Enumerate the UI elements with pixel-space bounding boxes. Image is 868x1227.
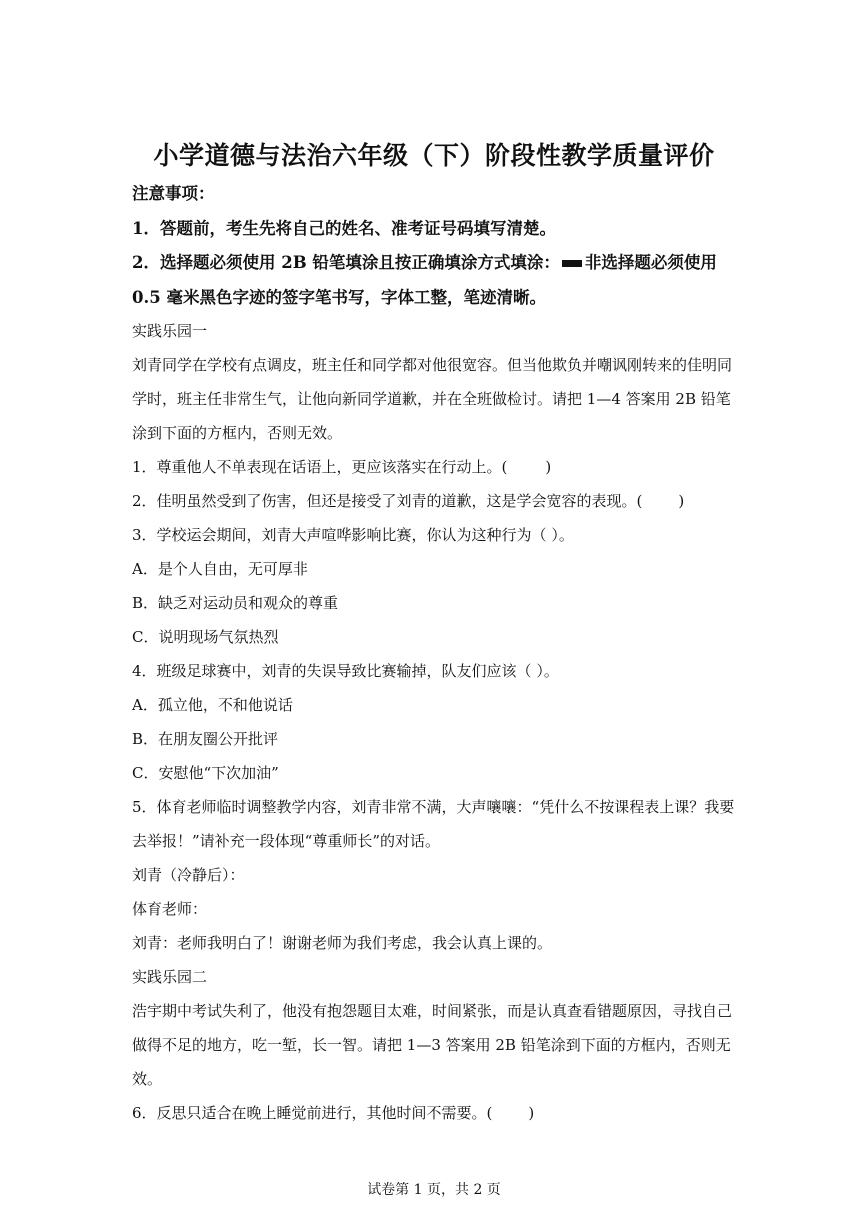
question-3-option-a: A．是个人自由，无可厚非 [132,560,308,578]
section-2-passage-line: 做得不足的地方，吃一堑，长一智。请把 1—3 答案用 2B 铅笔涂到下面的方框内，否则无 [132,1036,731,1054]
filled-bubble-sample-icon [562,260,582,267]
notice-item-2 [132,249,717,273]
page-footer: 试卷第 1 页，共 2 页 [367,1182,501,1198]
notice-heading: 注意事项： [132,184,215,203]
question-5-line: 去举报！”请补充一段体现“尊重师长”的对话。 [132,832,441,850]
question-6-close-paren: ) [528,1104,535,1122]
question-3-option-c: C．说明现场气氛热烈 [132,628,279,646]
question-6 [132,1102,534,1123]
section-1-passage-line: 涂到下面的方框内，否则无效。 [132,424,343,442]
question-4-option-b: B．在朋友圈公开批评 [132,730,279,748]
notice-item-2-part-a: 2．选择题必须使用 2B 铅笔填涂且按正确填涂方式填涂： [132,253,560,272]
notice-item-2-continued: 0.5 毫米黑色字迹的签字笔书写，字体工整，笔迹清晰。 [132,288,546,307]
section-1-heading: 实践乐园一 [132,322,208,340]
question-5-line: 5．体育老师临时调整教学内容，刘青非常不满，大声嚷嚷：“凭什么不按课程表上课？我要 [132,798,735,816]
section-2-heading: 实践乐园二 [132,968,208,986]
question-6-text: 6．反思只适合在晚上睡觉前进行，其他时间不需要。( [132,1104,493,1122]
section-1-passage-line: 刘青同学在学校有点调皮，班主任和同学都对他很宽容。但当他欺负并嘲讽刚转来的佳明同 [132,356,733,374]
page-title: 小学道德与法治六年级（下）阶段性教学质量评价 [153,141,715,170]
question-4-option-c: C．安慰他“下次加油” [132,764,279,782]
question-1 [132,456,551,477]
question-4: 4．班级足球赛中，刘青的失误导致比赛输掉，队友们应该（ ）。 [132,662,559,680]
question-3-option-b: B．缺乏对运动员和观众的尊重 [132,594,339,612]
notice-item-2-part-b: 非选择题必须使用 [584,253,717,272]
section-2-passage-line: 浩宇期中考试失利了，他没有抱怨题目太难，时间紧张，而是认真查看错题原因，寻找自己 [132,1002,733,1020]
section-2-passage-line: 效。 [132,1070,163,1088]
question-4-option-a: A．孤立他，不和他说话 [132,696,293,714]
dialog-line-teacher: 体育老师： [132,900,208,918]
question-2-text: 2．佳明虽然受到了伤害，但还是接受了刘青的道歉，这是学会宽容的表现。( [132,492,643,510]
question-2-close-paren: ) [678,492,685,510]
notice-item-1: 1．答题前，考生先将自己的姓名、准考证号码填写清楚。 [132,219,556,238]
dialog-line-liuqing: 刘青（冷静后）： [132,866,245,884]
dialog-line-liuqing-reply: 刘青：老师我明白了！谢谢老师为我们考虑，我会认真上课的。 [132,934,553,952]
section-1-passage-line: 学时，班主任非常生气，让他向新同学道歉，并在全班做检讨。请把 1—4 答案用 2B 铅笔 [132,390,731,408]
question-1-close-paren: ) [545,458,552,476]
question-3: 3．学校运会期间，刘青大声喧哗影响比赛，你认为这种行为（ ）。 [132,526,574,544]
question-1-text: 1．尊重他人不单表现在话语上，更应该落实在行动上。( [132,458,508,476]
question-2 [132,490,684,511]
